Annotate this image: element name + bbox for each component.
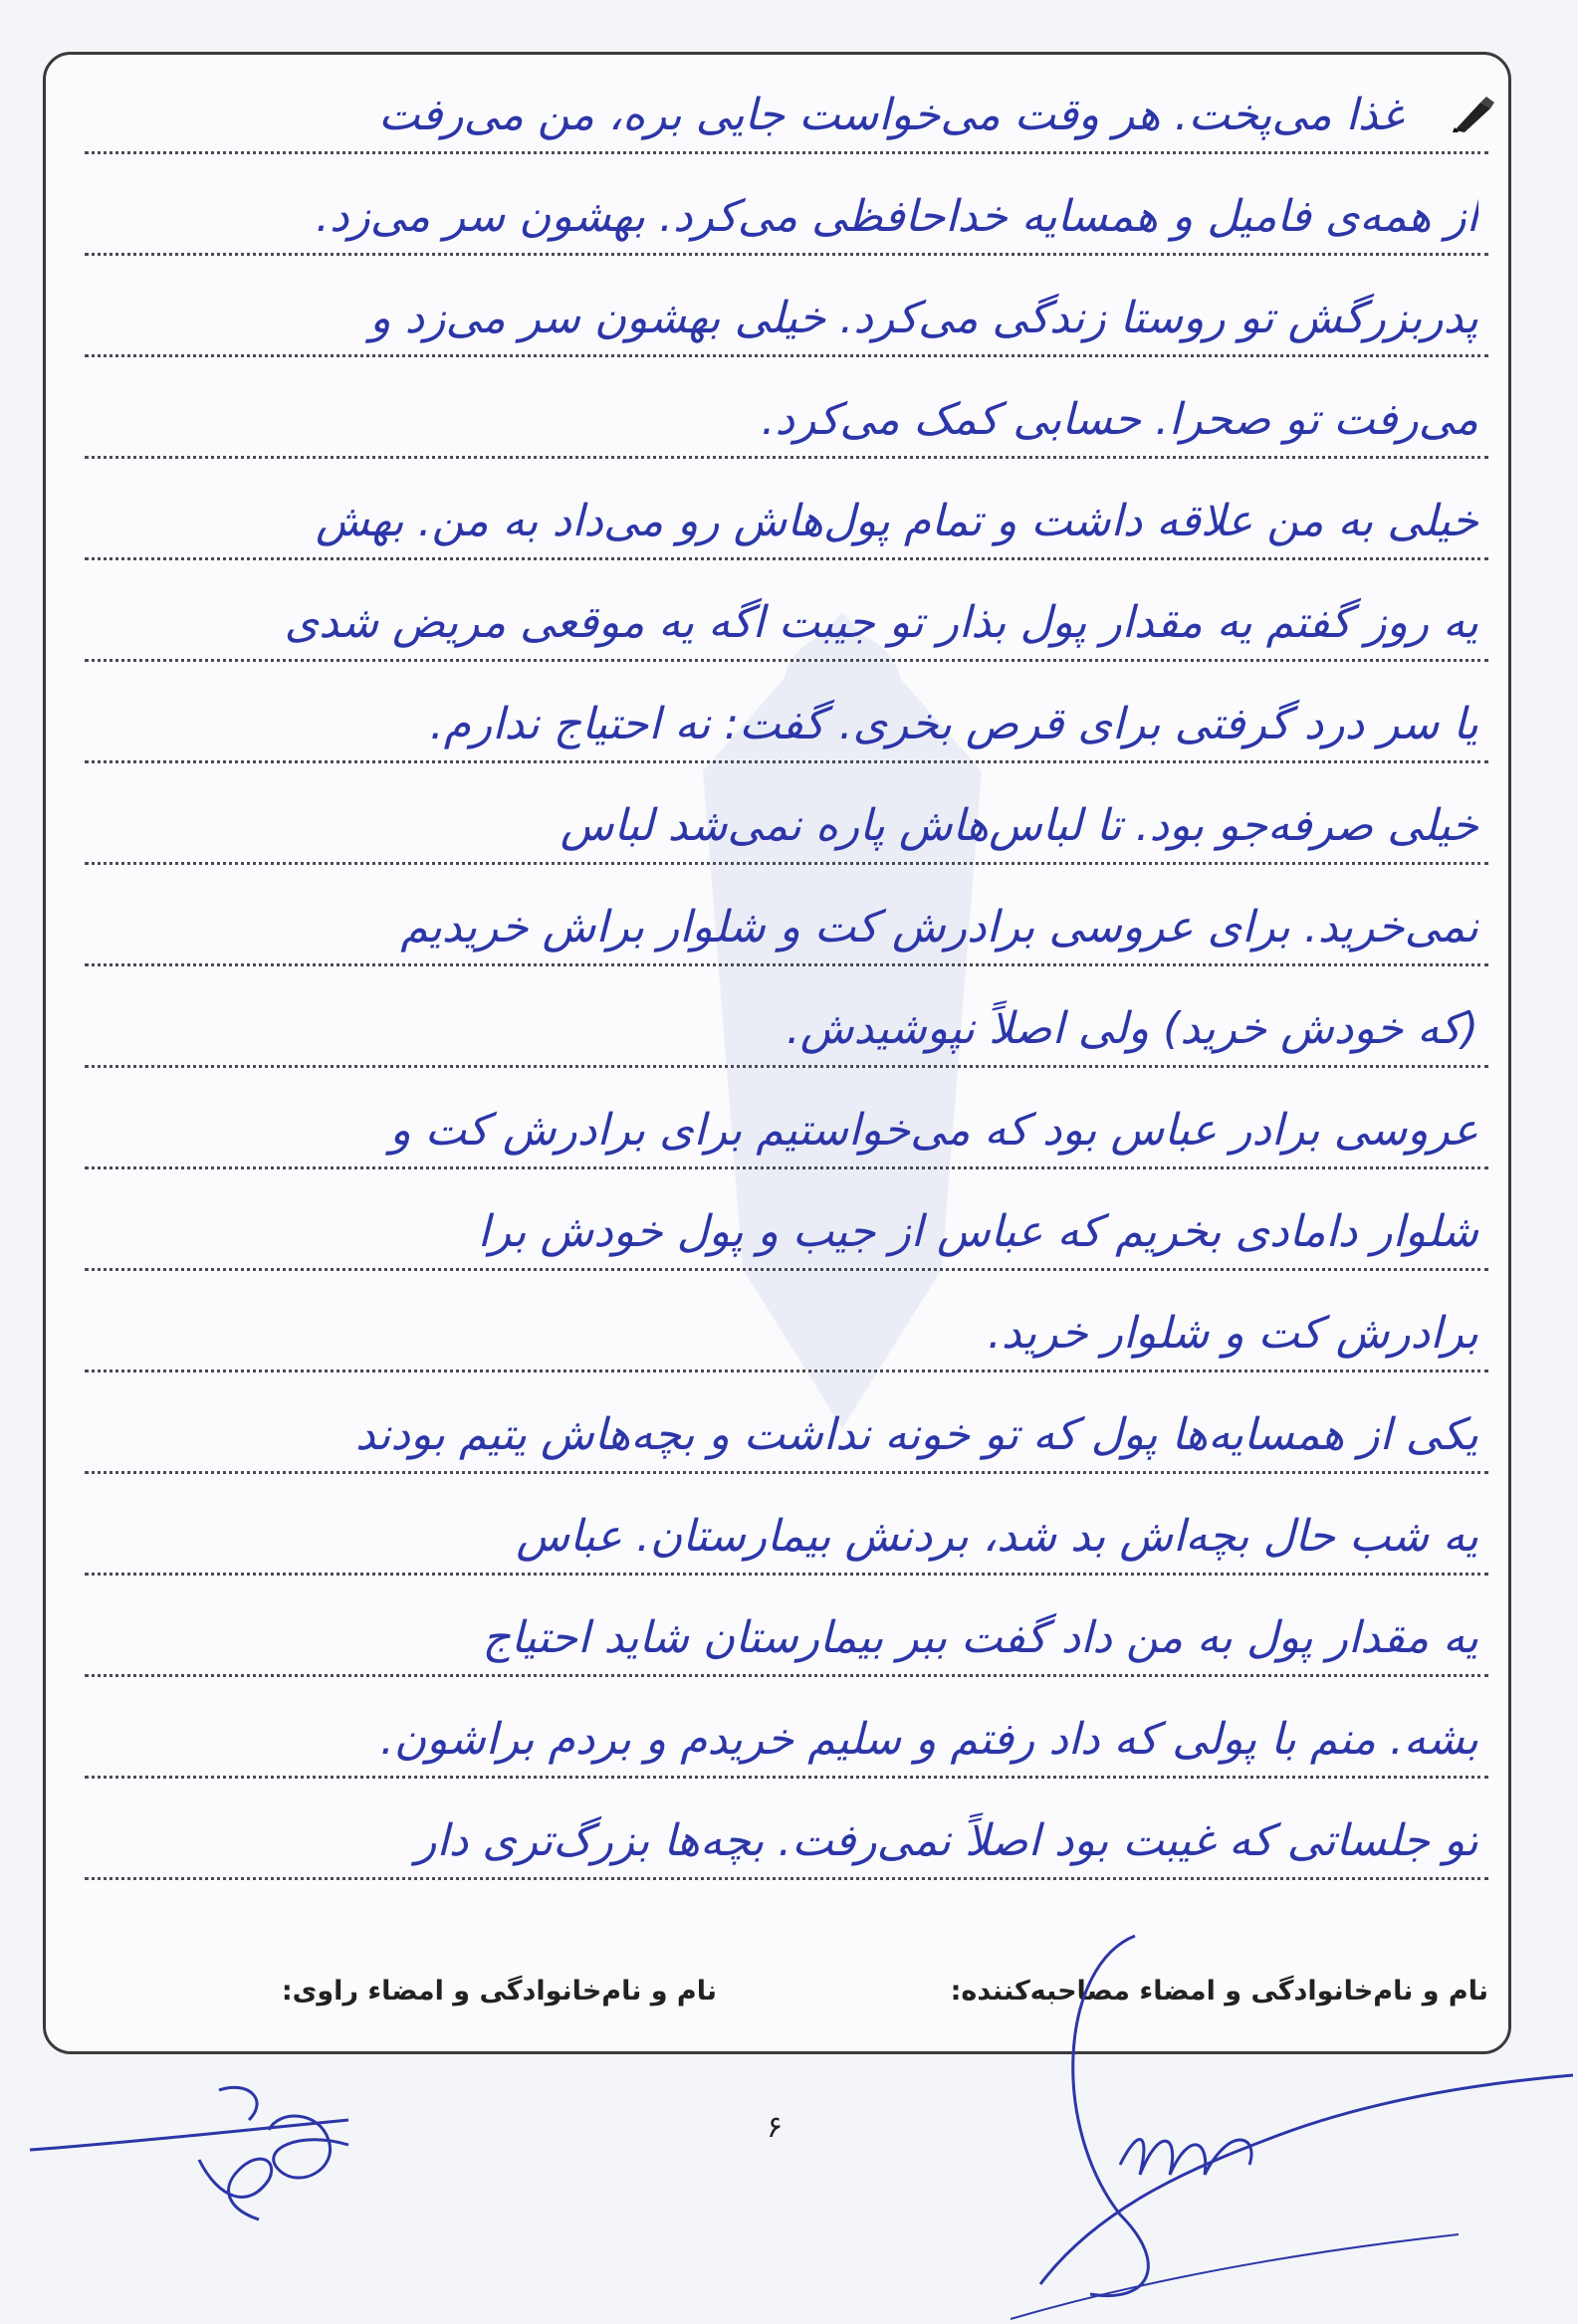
text-line [85,1191,1488,1271]
line-text: خیلی به من علاقه داشت و تمام پول‌هاش رو می‌داد به من. بهش [316,496,1478,546]
text-line [85,1293,1488,1373]
narrator-signature [20,2050,378,2229]
text-line [85,1090,1488,1169]
line-text: تو جلساتی که غیبت بود اصلاً نمی‌رفت. بچه‌ها بزرگ‌تری دار [415,1815,1478,1866]
text-line [85,785,1488,865]
text-line [85,887,1488,966]
line-text: نمی‌خرید. برای عروسی برادرش کت و شلوار براش خریدیم [400,902,1478,952]
line-text: یکی از همسایه‌ها پول که تو خونه نداشت و بچه‌هاش یتیم بودند [355,1409,1478,1460]
line-text: یه روز گفتم یه مقدار پول بذار تو جیبت اگه یه موقعی مریض شدی [284,597,1478,648]
text-line [85,176,1488,256]
line-text: یه شب حال بچه‌اش بد شد، بردنش بیمارستان. عباس [516,1511,1478,1562]
text-line [85,1597,1488,1677]
text-line [85,1699,1488,1779]
handwritten-lines [85,75,1488,1926]
line-text: غذا می‌پخت. هر وقت می‌خواست جایی بره، من می‌رفت [378,90,1404,140]
text-line [85,75,1488,154]
text-line [85,684,1488,763]
narrator-label: نام و نام‌خانوادگی و امضاء راوی: [281,1976,717,2007]
text-line [85,379,1488,459]
text-line [85,1394,1488,1474]
line-text: از همه‌ی فامیل و همسایه خداحافظی می‌کرد. بهشون سر می‌زد. [315,191,1478,242]
line-text: یا سر درد گرفتی برای قرص بخری. گفت: نه احتیاج ندارم. [429,699,1478,749]
line-text: برادرش کت و شلوار خرید. [987,1308,1478,1359]
interviewer-signature [981,1926,1578,2324]
text-line [85,988,1488,1068]
line-text: می‌رفت تو صحرا. حسابی کمک می‌کرد. [761,394,1478,445]
line-text: بشه. منم با پولی که داد رفتم و سلیم خریدم و بردم براشون. [379,1714,1478,1765]
line-text: پدربزرگش تو روستا زندگی می‌کرد. خیلی بهشون سر می‌زد و [369,293,1478,343]
text-line [85,582,1488,662]
text-line [85,1496,1488,1576]
page-number: ۶ [767,2110,784,2145]
text-line [85,1800,1488,1880]
interviewer-label: نام و نام‌خانوادگی و امضاء مصاحبه‌کننده: [950,1976,1488,2007]
line-text: (که خودش خرید) ولی اصلاً نپوشیدش. [786,1003,1478,1054]
line-text: یه مقدار پول به من داد گفت ببر بیمارستان شاید احتیاج [482,1612,1478,1663]
text-line [85,278,1488,357]
line-text: عروسی برادر عباس بود که می‌خواستیم برای برادرش کت و [389,1105,1478,1156]
line-text: شلوار دامادی بخریم که عباس از جیب و پول خودش برا [477,1206,1478,1257]
text-line [85,481,1488,560]
line-text: خیلی صرفه‌جو بود. تا لباس‌هاش پاره نمی‌شد لباس [560,800,1478,851]
